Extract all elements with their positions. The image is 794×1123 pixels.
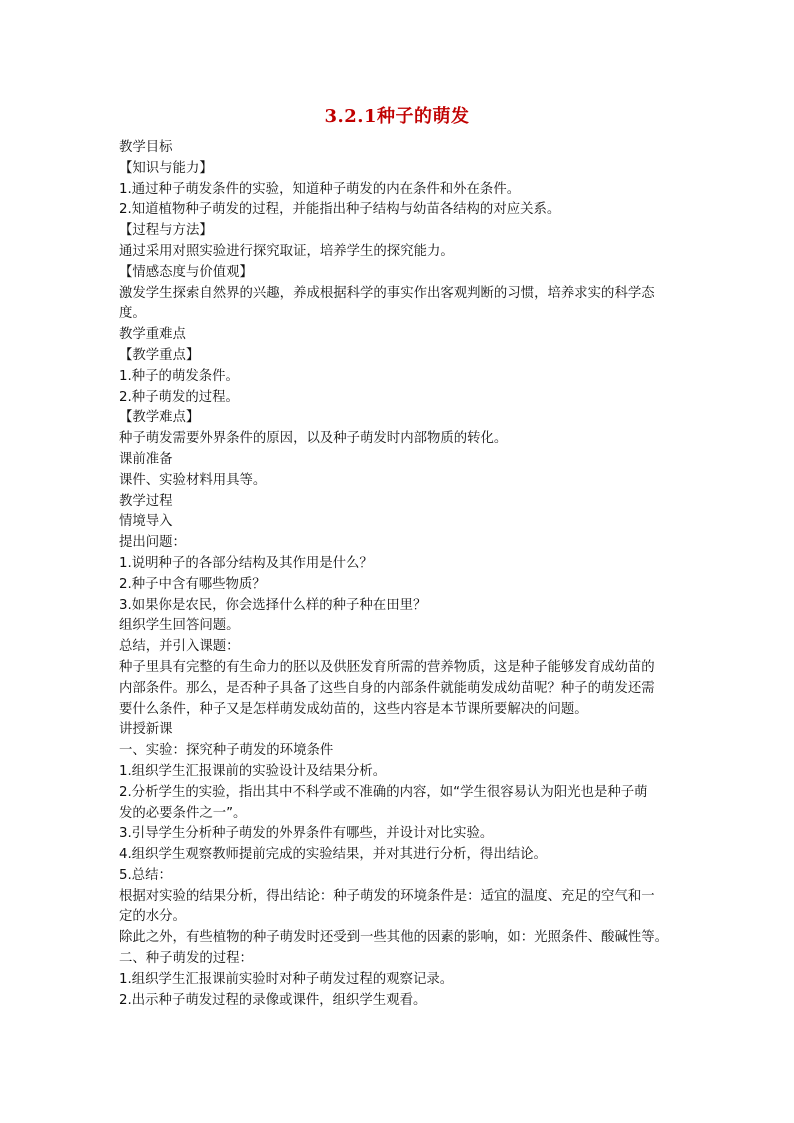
text-line: 情境导入: [119, 514, 173, 530]
page-title: 3.2.1种子的萌发: [324, 106, 470, 127]
text-line: 2.知道植物种子萌发的过程，并能指出种子结构与幼苗各结构的对应关系。: [119, 202, 561, 218]
text-line: 1.说明种子的各部分结构及其作用是什么？: [119, 555, 373, 571]
text-line: 3.如果你是农民，你会选择什么样的种子种在田里？: [119, 597, 427, 613]
text-line: 要什么条件，种子又是怎样萌发成幼苗的，这些内容是本节课所要解决的问题。: [119, 701, 588, 717]
text-line: 度。: [119, 306, 146, 322]
text-line: 1.种子的萌发条件。: [119, 368, 239, 384]
text-line: 4.组织学生观察教师提前完成的实验结果，并对其进行分析，得出结论。: [119, 847, 547, 863]
text-line: 通过采用对照实验进行探究取证，培养学生的探究能力。: [119, 243, 454, 259]
text-line: 除此之外，有些植物的种子萌发时还受到一些其他的因素的影响，如：光照条件、酸碱性等。: [119, 930, 669, 946]
text-line: 3.引导学生分析种子萌发的外界条件有哪些，并设计对比实验。: [119, 826, 494, 842]
text-line: 【教学重点】: [119, 347, 200, 363]
document-body: [119, 138, 681, 1011]
text-line: 总结，并引入课题：: [119, 639, 240, 655]
text-line: 【过程与方法】: [119, 223, 213, 239]
text-line: 发的必要条件之一”。: [119, 805, 247, 821]
text-line: 激发学生探索自然界的兴趣，养成根据科学的事实作出客观判断的习惯，培养求实的科学态: [119, 285, 655, 301]
text-line: 【知识与能力】: [119, 160, 213, 176]
text-line: 1.组织学生汇报课前实验时对种子萌发过程的观察记录。: [119, 971, 454, 987]
text-line: 课前准备: [119, 451, 173, 467]
text-line: 5.总结：: [119, 867, 172, 883]
text-line: 种子里具有完整的有生命力的胚以及供胚发育所需的营养物质，这是种子能够发育成幼苗的: [119, 659, 655, 675]
text-line: 2.种子萌发的过程。: [119, 389, 239, 405]
text-line: 【教学难点】: [119, 410, 200, 426]
text-line: 一、实验：探究种子萌发的环境条件: [119, 743, 334, 759]
text-line: 内部条件。那么，是否种子具备了这些自身的内部条件就能萌发成幼苗呢？种子的萌发还需: [119, 680, 655, 696]
text-line: 提出问题：: [119, 535, 186, 551]
text-line: 【情感态度与价值观】: [119, 264, 253, 280]
text-line: 讲授新课: [119, 722, 173, 738]
text-line: 2.出示种子萌发过程的录像或课件，组织学生观看。: [119, 992, 427, 1008]
text-line: 二、种子萌发的过程：: [119, 951, 253, 967]
text-line: 2.种子中含有哪些物质？: [119, 576, 266, 592]
text-line: 组织学生回答问题。: [119, 618, 240, 634]
text-line: 教学过程: [119, 493, 173, 509]
text-line: 根据对实验的结果分析，得出结论：种子萌发的环境条件是：适宜的温度、充足的空气和一: [119, 888, 655, 904]
text-line: 教学重难点: [119, 327, 186, 343]
text-line: 2.分析学生的实验，指出其中不科学或不准确的内容，如“学生很容易认为阳光也是种子萌: [119, 784, 648, 800]
text-line: 1.通过种子萌发条件的实验，知道种子萌发的内在条件和外在条件。: [119, 181, 521, 197]
text-line: 教学目标: [119, 140, 173, 155]
text-line: 种子萌发需要外界条件的原因，以及种子萌发时内部物质的转化。: [119, 431, 508, 447]
text-line: 定的水分。: [119, 909, 186, 925]
text-line: 课件、实验材料用具等。: [119, 472, 267, 488]
text-line: 1.组织学生汇报课前的实验设计及结果分析。: [119, 763, 387, 779]
